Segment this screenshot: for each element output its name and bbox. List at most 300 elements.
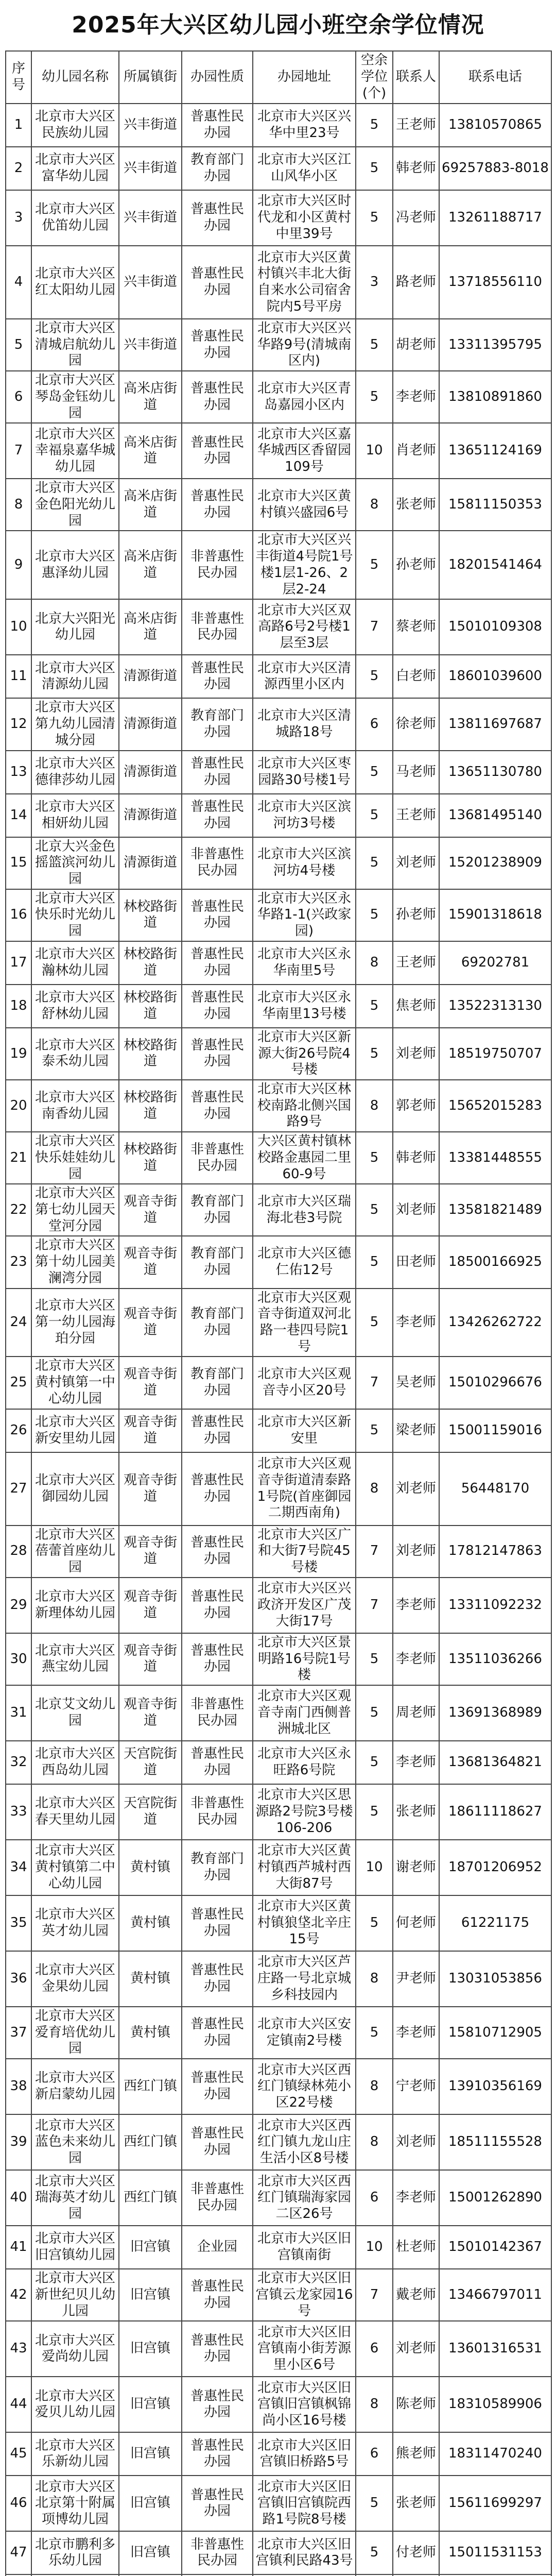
cell-address: 北京市大兴区安定镇南2号楼 xyxy=(253,2007,356,2059)
cell-name: 北京市大兴区琴岛金钰幼儿园 xyxy=(31,371,119,423)
cell-contact: 吴老师 xyxy=(393,1357,439,1409)
cell-type: 普惠性民办园 xyxy=(182,2269,253,2321)
table-body xyxy=(6,104,551,2576)
cell-no: 42 xyxy=(6,2269,31,2321)
cell-town: 西红门镇 xyxy=(119,2170,182,2226)
cell-address: 北京市大兴区兴华路9号(清城南区内) xyxy=(253,319,356,371)
cell-no: 24 xyxy=(6,1289,31,1357)
cell-contact: 白老师 xyxy=(393,655,439,698)
cell-seats: 5 xyxy=(356,104,393,147)
cell-name: 北京市大兴区快乐时光幼儿园 xyxy=(31,889,119,941)
cell-type: 普惠性民办园 xyxy=(182,985,253,1028)
header-row xyxy=(6,51,551,104)
cell-phone: 13031053856 xyxy=(439,1951,551,2007)
table-row xyxy=(6,319,551,371)
cell-address: 北京市大兴区观音寺小区20号 xyxy=(253,1357,356,1409)
cell-address: 北京市大兴区芦庄路一号北京城乡科技园内 xyxy=(253,1951,356,2007)
cell-seats: 7 xyxy=(356,599,393,655)
cell-seats: 6 xyxy=(356,2432,393,2476)
cell-type: 非普惠性民办园 xyxy=(182,2170,253,2226)
cell-no: 8 xyxy=(6,479,31,531)
cell-town: 观音寺街道 xyxy=(119,1526,182,1578)
table-row xyxy=(6,837,551,889)
table-row xyxy=(6,1028,551,1080)
cell-phone: 15011531153 xyxy=(439,2531,551,2574)
cell-type: 普惠性民办园 xyxy=(182,2114,253,2170)
cell-phone: 69257883-8018 xyxy=(439,147,551,190)
cell-address: 北京市大兴区西红门镇九龙山庄生活小区8号楼 xyxy=(253,2114,356,2170)
cell-town: 林校路街道 xyxy=(119,1132,182,1184)
cell-address: 北京市大兴区青岛嘉园小区内 xyxy=(253,371,356,423)
cell-name: 北京艾文幼儿园 xyxy=(31,1685,119,1741)
table-row xyxy=(6,794,551,837)
cell-seats: 5 xyxy=(356,1895,393,1951)
cell-name: 北京市大兴区民族幼儿园 xyxy=(31,104,119,147)
table-row xyxy=(6,104,551,147)
cell-phone: 15010142367 xyxy=(439,2226,551,2269)
cell-name: 北京市大兴区泰禾幼儿园 xyxy=(31,1028,119,1080)
table-row xyxy=(6,2531,551,2574)
table-row xyxy=(6,751,551,794)
cell-phone: 13810570865 xyxy=(439,104,551,147)
cell-town: 观音寺街道 xyxy=(119,1236,182,1288)
header-type: 办园性质 xyxy=(182,51,253,104)
cell-address: 北京市大兴区景明路16号院1号楼 xyxy=(253,1633,356,1685)
cell-town: 兴丰街道 xyxy=(119,319,182,371)
cell-contact: 李老师 xyxy=(393,2170,439,2226)
cell-contact: 郭老师 xyxy=(393,1080,439,1132)
cell-no: 26 xyxy=(6,1409,31,1452)
cell-phone: 18511155528 xyxy=(439,2114,551,2170)
cell-seats: 5 xyxy=(356,1685,393,1741)
table-row xyxy=(6,246,551,319)
cell-town: 兴丰街道 xyxy=(119,104,182,147)
cell-contact: 韩老师 xyxy=(393,1132,439,1184)
cell-seats: 3 xyxy=(356,246,393,319)
cell-address: 北京市大兴区瑞海北巷3号院 xyxy=(253,1184,356,1236)
cell-type: 教育部门办园 xyxy=(182,1357,253,1409)
cell-name: 北京大兴阳光幼儿园 xyxy=(31,599,119,655)
cell-no: 39 xyxy=(6,2114,31,2170)
table-row xyxy=(6,1685,551,1741)
cell-no: 17 xyxy=(6,941,31,985)
table-row xyxy=(6,1741,551,1784)
cell-seats: 7 xyxy=(356,2269,393,2321)
cell-phone: 15001262890 xyxy=(439,2170,551,2226)
cell-contact: 刘老师 xyxy=(393,1028,439,1080)
cell-contact: 张老师 xyxy=(393,479,439,531)
cell-seats: 5 xyxy=(356,1409,393,1452)
cell-type: 教育部门办园 xyxy=(182,1289,253,1357)
cell-phone: 15901318618 xyxy=(439,889,551,941)
cell-name: 北京大兴金色摇篮滨河幼儿园 xyxy=(31,837,119,889)
cell-contact: 刘老师 xyxy=(393,2114,439,2170)
cell-address: 北京市大兴区旧宫镇南街 xyxy=(253,2226,356,2269)
cell-phone: 13651130780 xyxy=(439,751,551,794)
cell-type: 普惠性民办园 xyxy=(182,2377,253,2432)
header-no: 序号 xyxy=(6,51,31,104)
cell-town: 旧宫镇 xyxy=(119,2321,182,2377)
cell-seats: 5 xyxy=(356,531,393,599)
cell-name: 北京市大兴区第十幼儿园美澜湾分园 xyxy=(31,1236,119,1288)
cell-no: 35 xyxy=(6,1895,31,1951)
table-row xyxy=(6,599,551,655)
cell-town: 黄村镇 xyxy=(119,1895,182,1951)
cell-seats: 10 xyxy=(356,1840,393,1895)
cell-no: 31 xyxy=(6,1685,31,1741)
cell-seats: 5 xyxy=(356,2007,393,2059)
cell-name: 北京市大兴区幸福泉嘉华城幼儿园 xyxy=(31,423,119,479)
cell-address: 北京市大兴区滨河坊3号楼 xyxy=(253,794,356,837)
table-row xyxy=(6,2321,551,2377)
cell-contact: 刘老师 xyxy=(393,1452,439,1526)
cell-contact: 李老师 xyxy=(393,1633,439,1685)
cell-no: 11 xyxy=(6,655,31,698)
cell-town: 观音寺街道 xyxy=(119,1452,182,1526)
table-row xyxy=(6,1080,551,1132)
cell-town: 清源街道 xyxy=(119,837,182,889)
cell-no: 38 xyxy=(6,2059,31,2114)
cell-seats: 5 xyxy=(356,794,393,837)
cell-address: 北京市大兴区黄村镇兴丰北大街自来水公司宿舍院内5号平房 xyxy=(253,246,356,319)
cell-type: 非普惠性民办园 xyxy=(182,2531,253,2574)
cell-phone: 13910356169 xyxy=(439,2059,551,2114)
cell-phone: 13681495140 xyxy=(439,794,551,837)
cell-address: 北京市大兴区新源大街26号院4号楼 xyxy=(253,1028,356,1080)
cell-name: 北京市大兴区爱贝儿幼儿园 xyxy=(31,2377,119,2432)
cell-seats: 5 xyxy=(356,2476,393,2531)
cell-contact: 田老师 xyxy=(393,1236,439,1288)
cell-seats: 7 xyxy=(356,1357,393,1409)
cell-type: 教育部门办园 xyxy=(182,1236,253,1288)
cell-name: 北京市大兴区红太阳幼儿园 xyxy=(31,246,119,319)
cell-town: 林校路街道 xyxy=(119,941,182,985)
cell-phone: 13811697687 xyxy=(439,698,551,750)
cell-address: 北京市大兴区黄村镇西芦城村西大街87号 xyxy=(253,1840,356,1895)
cell-town: 天宫院街道 xyxy=(119,1784,182,1840)
cell-town: 观音寺街道 xyxy=(119,1578,182,1633)
cell-address: 北京市大兴区永华南里5号 xyxy=(253,941,356,985)
cell-type: 普惠性民办园 xyxy=(182,479,253,531)
cell-phone: 13681364821 xyxy=(439,1741,551,1784)
cell-address: 北京市大兴区兴政济开发区广茂大街17号 xyxy=(253,1578,356,1633)
cell-contact: 刘老师 xyxy=(393,2321,439,2377)
cell-contact: 尹老师 xyxy=(393,1951,439,2007)
cell-phone: 61221175 xyxy=(439,1895,551,1951)
cell-name: 北京市大兴区优笛幼儿园 xyxy=(31,190,119,246)
header-contact: 联系人 xyxy=(393,51,439,104)
cell-name: 北京市大兴区黄村镇第一中心幼儿园 xyxy=(31,1357,119,1409)
cell-contact: 孙老师 xyxy=(393,889,439,941)
cell-town: 高米店街道 xyxy=(119,599,182,655)
cell-town: 清源街道 xyxy=(119,655,182,698)
table-row xyxy=(6,1409,551,1452)
cell-seats: 5 xyxy=(356,1633,393,1685)
cell-name: 北京市大兴区新理体幼儿园 xyxy=(31,1578,119,1633)
cell-no: 6 xyxy=(6,371,31,423)
cell-name: 北京市大兴区富华幼儿园 xyxy=(31,147,119,190)
table-row xyxy=(6,1895,551,1951)
cell-contact: 马老师 xyxy=(393,751,439,794)
cell-no: 4 xyxy=(6,246,31,319)
cell-address: 北京市大兴区观音寺街道清泰路1号院(首座御园二期西南角) xyxy=(253,1452,356,1526)
cell-phone: 13581821489 xyxy=(439,1184,551,1236)
cell-no: 47 xyxy=(6,2531,31,2574)
cell-seats: 5 xyxy=(356,1132,393,1184)
cell-seats: 5 xyxy=(356,371,393,423)
cell-address: 北京市大兴区西红门镇绿林苑小区22号楼 xyxy=(253,2059,356,2114)
cell-contact: 路老师 xyxy=(393,246,439,319)
cell-no: 37 xyxy=(6,2007,31,2059)
cell-contact: 宁老师 xyxy=(393,2059,439,2114)
cell-address: 北京市大兴区清城路18号 xyxy=(253,698,356,750)
cell-phone: 15010109308 xyxy=(439,599,551,655)
table-row xyxy=(6,889,551,941)
cell-type: 普惠性民办园 xyxy=(182,889,253,941)
header-name: 幼儿园名称 xyxy=(31,51,119,104)
cell-seats: 5 xyxy=(356,1784,393,1840)
cell-no: 14 xyxy=(6,794,31,837)
table-row xyxy=(6,1289,551,1357)
cell-phone: 18701206952 xyxy=(439,1840,551,1895)
cell-phone: 15201238909 xyxy=(439,837,551,889)
page-title: 2025年大兴区幼儿园小班空余学位情况 xyxy=(72,12,484,38)
cell-name: 北京市大兴区春天里幼儿园 xyxy=(31,1784,119,1840)
cell-type: 教育部门办园 xyxy=(182,698,253,750)
cell-contact: 何老师 xyxy=(393,1895,439,1951)
cell-type: 普惠性民办园 xyxy=(182,2007,253,2059)
cell-type: 普惠性民办园 xyxy=(182,941,253,985)
cell-name: 北京市大兴区第九幼儿园清城分园 xyxy=(31,698,119,750)
cell-address: 北京市大兴区思源路2号院3号楼106-206 xyxy=(253,1784,356,1840)
cell-phone: 15001159016 xyxy=(439,1409,551,1452)
cell-type: 普惠性民办园 xyxy=(182,1409,253,1452)
cell-type: 教育部门办园 xyxy=(182,1184,253,1236)
table-row xyxy=(6,2432,551,2476)
cell-seats: 6 xyxy=(356,2170,393,2226)
cell-seats: 8 xyxy=(356,2377,393,2432)
cell-seats: 5 xyxy=(356,147,393,190)
cell-address: 北京市大兴区观音寺街道双河北路一巷四号院1号 xyxy=(253,1289,356,1357)
cell-seats: 8 xyxy=(356,1951,393,2007)
cell-phone: 13311395795 xyxy=(439,319,551,371)
cell-no: 9 xyxy=(6,531,31,599)
cell-no: 16 xyxy=(6,889,31,941)
cell-seats: 5 xyxy=(356,837,393,889)
cell-town: 兴丰街道 xyxy=(119,147,182,190)
cell-no: 3 xyxy=(6,190,31,246)
cell-no: 46 xyxy=(6,2476,31,2531)
header-seats: 空余学位(个) xyxy=(356,51,393,104)
table-row xyxy=(6,190,551,246)
cell-name: 北京市大兴区爱育培优幼儿园 xyxy=(31,2007,119,2059)
cell-contact: 张老师 xyxy=(393,2476,439,2531)
cell-contact: 李老师 xyxy=(393,1289,439,1357)
cell-town: 林校路街道 xyxy=(119,889,182,941)
cell-no: 18 xyxy=(6,985,31,1028)
cell-type: 普惠性民办园 xyxy=(182,794,253,837)
cell-phone: 13651124169 xyxy=(439,423,551,479)
table-row xyxy=(6,941,551,985)
cell-name: 北京市大兴区快乐娃娃幼儿园 xyxy=(31,1132,119,1184)
cell-phone: 13691368989 xyxy=(439,1685,551,1741)
cell-phone: 13718556110 xyxy=(439,246,551,319)
cell-name: 北京市大兴区英才幼儿园 xyxy=(31,1895,119,1951)
vacancy-table xyxy=(5,50,552,2576)
cell-phone: 18519750707 xyxy=(439,1028,551,1080)
cell-contact: 杜老师 xyxy=(393,2226,439,2269)
cell-phone: 17812147863 xyxy=(439,1526,551,1578)
header-town: 所属镇街 xyxy=(119,51,182,104)
table-row xyxy=(6,1357,551,1409)
cell-town: 高米店街道 xyxy=(119,423,182,479)
cell-no: 5 xyxy=(6,319,31,371)
cell-seats: 6 xyxy=(356,2321,393,2377)
cell-seats: 5 xyxy=(356,1028,393,1080)
cell-seats: 5 xyxy=(356,319,393,371)
cell-phone: 15811150353 xyxy=(439,479,551,531)
cell-no: 15 xyxy=(6,837,31,889)
table-row xyxy=(6,2170,551,2226)
cell-town: 旧宫镇 xyxy=(119,2476,182,2531)
cell-contact: 刘老师 xyxy=(393,1526,439,1578)
cell-town: 黄村镇 xyxy=(119,2007,182,2059)
cell-type: 非普惠性民办园 xyxy=(182,531,253,599)
cell-type: 普惠性民办园 xyxy=(182,1028,253,1080)
cell-name: 北京市大兴区南香幼儿园 xyxy=(31,1080,119,1132)
cell-seats: 5 xyxy=(356,751,393,794)
header-phone: 联系电话 xyxy=(439,51,551,104)
cell-address: 北京市大兴区德仁佑12号 xyxy=(253,1236,356,1288)
cell-type: 普惠性民办园 xyxy=(182,2432,253,2476)
cell-contact: 刘老师 xyxy=(393,1184,439,1236)
cell-contact: 肖老师 xyxy=(393,423,439,479)
cell-no: 36 xyxy=(6,1951,31,2007)
cell-contact: 王老师 xyxy=(393,794,439,837)
cell-type: 普惠性民办园 xyxy=(182,1452,253,1526)
cell-address: 北京市大兴区永华南里13号楼 xyxy=(253,985,356,1028)
cell-town: 林校路街道 xyxy=(119,1028,182,1080)
cell-seats: 8 xyxy=(356,2114,393,2170)
cell-type: 普惠性民办园 xyxy=(182,371,253,423)
cell-contact: 李老师 xyxy=(393,1741,439,1784)
cell-address: 北京市大兴区永旺路6号院 xyxy=(253,1741,356,1784)
cell-phone: 13810891860 xyxy=(439,371,551,423)
cell-no: 10 xyxy=(6,599,31,655)
cell-seats: 5 xyxy=(356,1184,393,1236)
cell-address: 北京市大兴区双高路6号2号楼1层至3层 xyxy=(253,599,356,655)
cell-address: 北京市大兴区广和大街7号院45号楼 xyxy=(253,1526,356,1578)
table-row xyxy=(6,1452,551,1526)
cell-seats: 6 xyxy=(356,698,393,750)
cell-town: 兴丰街道 xyxy=(119,190,182,246)
cell-phone: 13311092232 xyxy=(439,1578,551,1633)
cell-address: 北京市大兴区旧宫镇利民路43号 xyxy=(253,2531,356,2574)
cell-no: 33 xyxy=(6,1784,31,1840)
cell-no: 28 xyxy=(6,1526,31,1578)
cell-town: 观音寺街道 xyxy=(119,1633,182,1685)
cell-contact: 陈老师 xyxy=(393,2377,439,2432)
cell-no: 2 xyxy=(6,147,31,190)
cell-type: 非普惠性民办园 xyxy=(182,1784,253,1840)
cell-type: 普惠性民办园 xyxy=(182,246,253,319)
cell-name: 北京市大兴区御园幼儿园 xyxy=(31,1452,119,1526)
cell-contact: 蔡老师 xyxy=(393,599,439,655)
cell-name: 北京市大兴区瑞海英才幼儿园 xyxy=(31,2170,119,2226)
cell-phone: 13466797011 xyxy=(439,2269,551,2321)
table-row xyxy=(6,479,551,531)
cell-town: 兴丰街道 xyxy=(119,246,182,319)
cell-contact: 张老师 xyxy=(393,1784,439,1840)
cell-town: 旧宫镇 xyxy=(119,2226,182,2269)
cell-no: 40 xyxy=(6,2170,31,2226)
cell-phone: 15611699297 xyxy=(439,2476,551,2531)
table-row xyxy=(6,1578,551,1633)
cell-town: 观音寺街道 xyxy=(119,1409,182,1452)
cell-contact: 焦老师 xyxy=(393,985,439,1028)
cell-phone: 13261188717 xyxy=(439,190,551,246)
cell-address: 北京市大兴区旧宫镇旧宫镇院西路1号院8号楼 xyxy=(253,2476,356,2531)
table-row xyxy=(6,1784,551,1840)
cell-type: 普惠性民办园 xyxy=(182,751,253,794)
cell-contact: 周老师 xyxy=(393,1685,439,1741)
table-row xyxy=(6,1526,551,1578)
cell-seats: 10 xyxy=(356,423,393,479)
cell-type: 普惠性民办园 xyxy=(182,655,253,698)
cell-type: 教育部门办园 xyxy=(182,147,253,190)
table-row xyxy=(6,1236,551,1288)
cell-type: 普惠性民办园 xyxy=(182,1895,253,1951)
cell-no: 12 xyxy=(6,698,31,750)
cell-no: 25 xyxy=(6,1357,31,1409)
cell-phone: 13426262722 xyxy=(439,1289,551,1357)
cell-name: 北京市鹏利多乐幼儿园 xyxy=(31,2531,119,2574)
cell-name: 北京市大兴区金色阳光幼儿园 xyxy=(31,479,119,531)
cell-seats: 5 xyxy=(356,2531,393,2574)
cell-name: 北京市大兴区北京第十附属项博幼儿园 xyxy=(31,2476,119,2531)
cell-name: 北京市大兴区蓝色未来幼儿园 xyxy=(31,2114,119,2170)
cell-seats: 5 xyxy=(356,985,393,1028)
cell-no: 45 xyxy=(6,2432,31,2476)
cell-phone: 13381448555 xyxy=(439,1132,551,1184)
cell-town: 高米店街道 xyxy=(119,479,182,531)
cell-address: 北京市大兴区旧宫镇旧桥路5号 xyxy=(253,2432,356,2476)
cell-contact: 胡老师 xyxy=(393,319,439,371)
cell-type: 企业园 xyxy=(182,2226,253,2269)
cell-type: 非普惠性民办园 xyxy=(182,1132,253,1184)
cell-no: 27 xyxy=(6,1452,31,1526)
cell-type: 普惠性民办园 xyxy=(182,1633,253,1685)
cell-contact: 李老师 xyxy=(393,371,439,423)
cell-contact: 戴老师 xyxy=(393,2269,439,2321)
cell-name: 北京市大兴区舒林幼儿园 xyxy=(31,985,119,1028)
cell-address: 北京市大兴区旧宫镇南小街芳源里小区6号 xyxy=(253,2321,356,2377)
cell-seats: 8 xyxy=(356,941,393,985)
table-row xyxy=(6,147,551,190)
table-row xyxy=(6,985,551,1028)
cell-type: 非普惠性民办园 xyxy=(182,837,253,889)
cell-type: 非普惠性民办园 xyxy=(182,1685,253,1741)
cell-town: 清源街道 xyxy=(119,794,182,837)
table-row xyxy=(6,2377,551,2432)
table-row xyxy=(6,1184,551,1236)
cell-address: 北京市大兴区永华路1-1(兴政家园) xyxy=(253,889,356,941)
cell-no: 7 xyxy=(6,423,31,479)
cell-phone: 56448170 xyxy=(439,1452,551,1526)
cell-contact: 王老师 xyxy=(393,941,439,985)
cell-address: 北京市大兴区黄村镇狼垡北辛庄15号 xyxy=(253,1895,356,1951)
cell-name: 北京市大兴区德律莎幼儿园 xyxy=(31,751,119,794)
